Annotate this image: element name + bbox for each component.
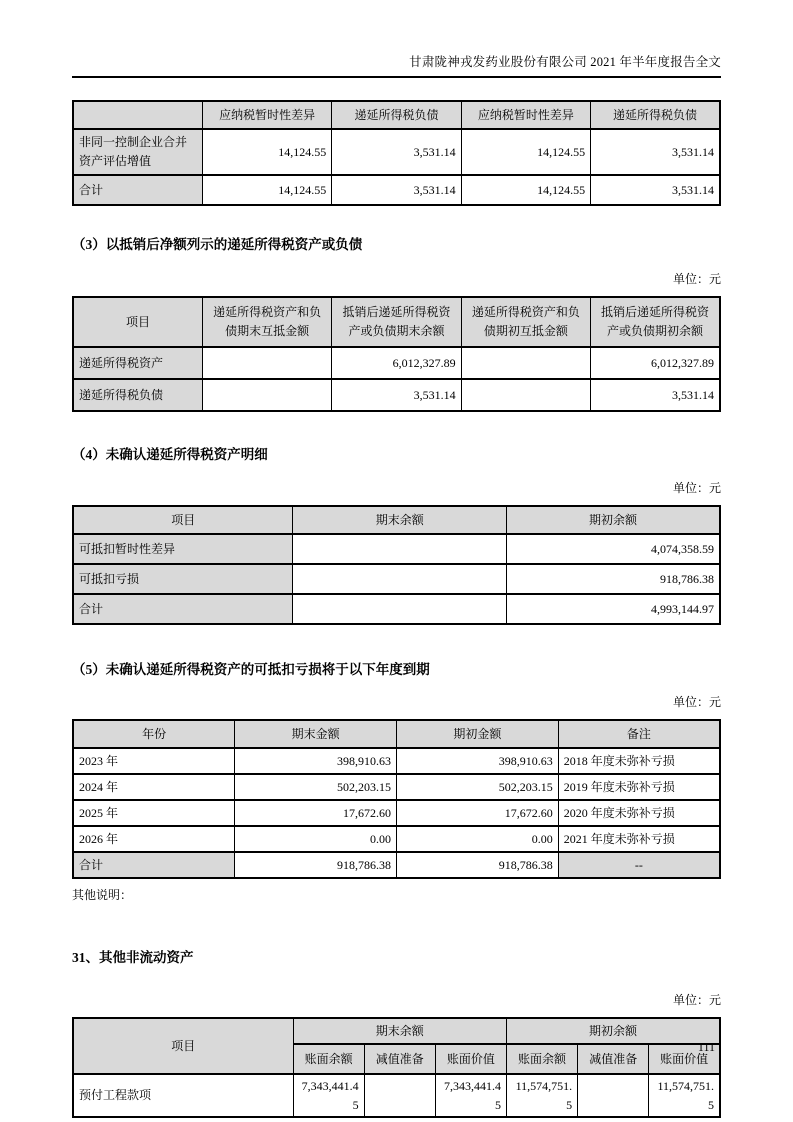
amount-cell: 14,124.55 (461, 175, 590, 205)
amount-cell: 14,124.55 (461, 129, 590, 175)
section5-title: （5）未确认递延所得税资产的可抵扣亏损将于以下年度到期 (72, 662, 430, 677)
t3-header-cell: 项目 (73, 506, 293, 534)
t5-sub-header-cell: 账面价值 (649, 1044, 720, 1074)
t1-corner-cell (73, 101, 202, 129)
section31-title: 31、其他非流动资产 (72, 950, 194, 965)
amount-cell: 4,993,144.97 (506, 594, 720, 624)
t1-header-cell: 应纳税暂时性差异 (202, 101, 331, 129)
unrecognized-deferred-tax-table (72, 505, 721, 625)
amount-cell (293, 564, 507, 594)
table-row (73, 800, 720, 826)
table-row-total (73, 852, 720, 878)
t4-header-cell: 年份 (73, 720, 235, 748)
table-header-row (73, 101, 720, 129)
deductible-loss-expiry-table (72, 719, 721, 879)
t2-header-cell: 抵销后递延所得税资产或负债期末余额 (332, 297, 461, 347)
other-notes-label: 其他说明： (72, 888, 133, 902)
t5-item-header-cell: 项目 (73, 1018, 293, 1074)
table-header-row (73, 297, 720, 347)
page-header (72, 0, 721, 78)
row-label-cell: 可抵扣亏损 (73, 564, 293, 594)
amount-cell: 14,124.55 (202, 129, 331, 175)
remark-cell: -- (558, 852, 720, 878)
unit-label: 单位：元 (672, 993, 721, 1007)
t4-header-cell: 期末金额 (235, 720, 397, 748)
t5-sub-header-cell: 减值准备 (578, 1044, 649, 1074)
amount-cell: 398,910.63 (235, 748, 397, 774)
t5-sub-header-cell: 账面价值 (435, 1044, 506, 1074)
amount-cell: 6,012,327.89 (332, 347, 461, 379)
amount-cell: 11,574,751.5 (506, 1074, 577, 1117)
report-header-title: 甘肃陇神戎发药业股份有限公司 2021 年半年度报告全文 (409, 55, 721, 69)
amount-cell: 0.00 (397, 826, 559, 852)
year-cell: 2025 年 (73, 800, 235, 826)
amount-cell: 7,343,441.45 (293, 1074, 364, 1117)
unit-label: 单位：元 (672, 695, 721, 709)
table-row (73, 347, 720, 379)
table-row (73, 534, 720, 564)
amount-cell: 0.00 (235, 826, 397, 852)
amount-cell: 3,531.14 (591, 175, 720, 205)
t2-header-cell: 递延所得税资产和负债期末互抵金额 (202, 297, 331, 347)
amount-cell: 918,786.38 (506, 564, 720, 594)
amount-cell (578, 1074, 649, 1117)
t2-header-cell: 抵销后递延所得税资产或负债期初余额 (591, 297, 720, 347)
amount-cell: 398,910.63 (397, 748, 559, 774)
amount-cell: 3,531.14 (332, 379, 461, 411)
table-row (73, 748, 720, 774)
section4-title: （4）未确认递延所得税资产明细 (72, 447, 268, 462)
table-row (73, 826, 720, 852)
amount-cell: 3,531.14 (591, 129, 720, 175)
amount-cell: 14,124.55 (202, 175, 331, 205)
table-row (73, 129, 720, 175)
amount-cell: 7,343,441.45 (435, 1074, 506, 1117)
table-header-row (73, 506, 720, 534)
t4-header-cell: 期初金额 (397, 720, 559, 748)
t5-group-header-cell: 期初余额 (506, 1018, 720, 1044)
amount-cell (461, 379, 590, 411)
table-row-total (73, 594, 720, 624)
t5-sub-header-cell: 账面余额 (293, 1044, 364, 1074)
row-label-cell: 合计 (73, 594, 293, 624)
table-row (73, 379, 720, 411)
row-label-cell: 合计 (73, 175, 202, 205)
remark-cell: 2018 年度未弥补亏损 (558, 748, 720, 774)
t1-header-cell: 应纳税暂时性差异 (461, 101, 590, 129)
amount-cell: 502,203.15 (397, 774, 559, 800)
t1-header-cell: 递延所得税负债 (332, 101, 461, 129)
table-header-row (73, 720, 720, 748)
other-noncurrent-assets-table (72, 1017, 721, 1118)
row-label-cell: 合计 (73, 852, 235, 878)
section3-title: （3）以抵销后净额列示的递延所得税资产或负债 (72, 237, 363, 252)
unit-label: 单位：元 (672, 481, 721, 495)
year-cell: 2026 年 (73, 826, 235, 852)
amount-cell: 11,574,751.5 (649, 1074, 720, 1117)
taxable-diff-table (72, 100, 721, 206)
amount-cell: 502,203.15 (235, 774, 397, 800)
t2-header-cell: 项目 (73, 297, 202, 347)
amount-cell (293, 594, 507, 624)
table-row (73, 774, 720, 800)
offset-deferred-tax-table (72, 296, 721, 412)
t5-sub-header-cell: 减值准备 (364, 1044, 435, 1074)
table-row-total (73, 175, 720, 205)
row-label-cell: 递延所得税资产 (73, 347, 202, 379)
amount-cell: 918,786.38 (397, 852, 559, 878)
t5-sub-header-cell: 账面余额 (506, 1044, 577, 1074)
t3-header-cell: 期初余额 (506, 506, 720, 534)
row-label-cell: 可抵扣暂时性差异 (73, 534, 293, 564)
t1-header-cell: 递延所得税负债 (591, 101, 720, 129)
table-row (73, 564, 720, 594)
amount-cell (293, 534, 507, 564)
amount-cell: 918,786.38 (235, 852, 397, 878)
remark-cell: 2021 年度未弥补亏损 (558, 826, 720, 852)
amount-cell: 3,531.14 (332, 175, 461, 205)
amount-cell: 6,012,327.89 (591, 347, 720, 379)
remark-cell: 2019 年度未弥补亏损 (558, 774, 720, 800)
amount-cell: 3,531.14 (591, 379, 720, 411)
unit-label: 单位：元 (672, 272, 721, 286)
row-label-cell: 预付工程款项 (73, 1074, 293, 1117)
amount-cell: 17,672.60 (235, 800, 397, 826)
t2-header-cell: 递延所得税资产和负债期初互抵金额 (461, 297, 590, 347)
amount-cell: 17,672.60 (397, 800, 559, 826)
t5-group-header-cell: 期末余额 (293, 1018, 506, 1044)
table-row (73, 1074, 720, 1117)
amount-cell: 3,531.14 (332, 129, 461, 175)
t3-header-cell: 期末余额 (293, 506, 507, 534)
year-cell: 2024 年 (73, 774, 235, 800)
row-label-cell: 非同一控制企业合并资产评估增值 (73, 129, 202, 175)
amount-cell: 4,074,358.59 (506, 534, 720, 564)
amount-cell (461, 347, 590, 379)
table-group-header-row (73, 1018, 720, 1044)
remark-cell: 2020 年度未弥补亏损 (558, 800, 720, 826)
page-number: 111 (697, 1040, 715, 1054)
amount-cell (364, 1074, 435, 1117)
year-cell: 2023 年 (73, 748, 235, 774)
t4-header-cell: 备注 (558, 720, 720, 748)
row-label-cell: 递延所得税负债 (73, 379, 202, 411)
amount-cell (202, 347, 331, 379)
amount-cell (202, 379, 331, 411)
